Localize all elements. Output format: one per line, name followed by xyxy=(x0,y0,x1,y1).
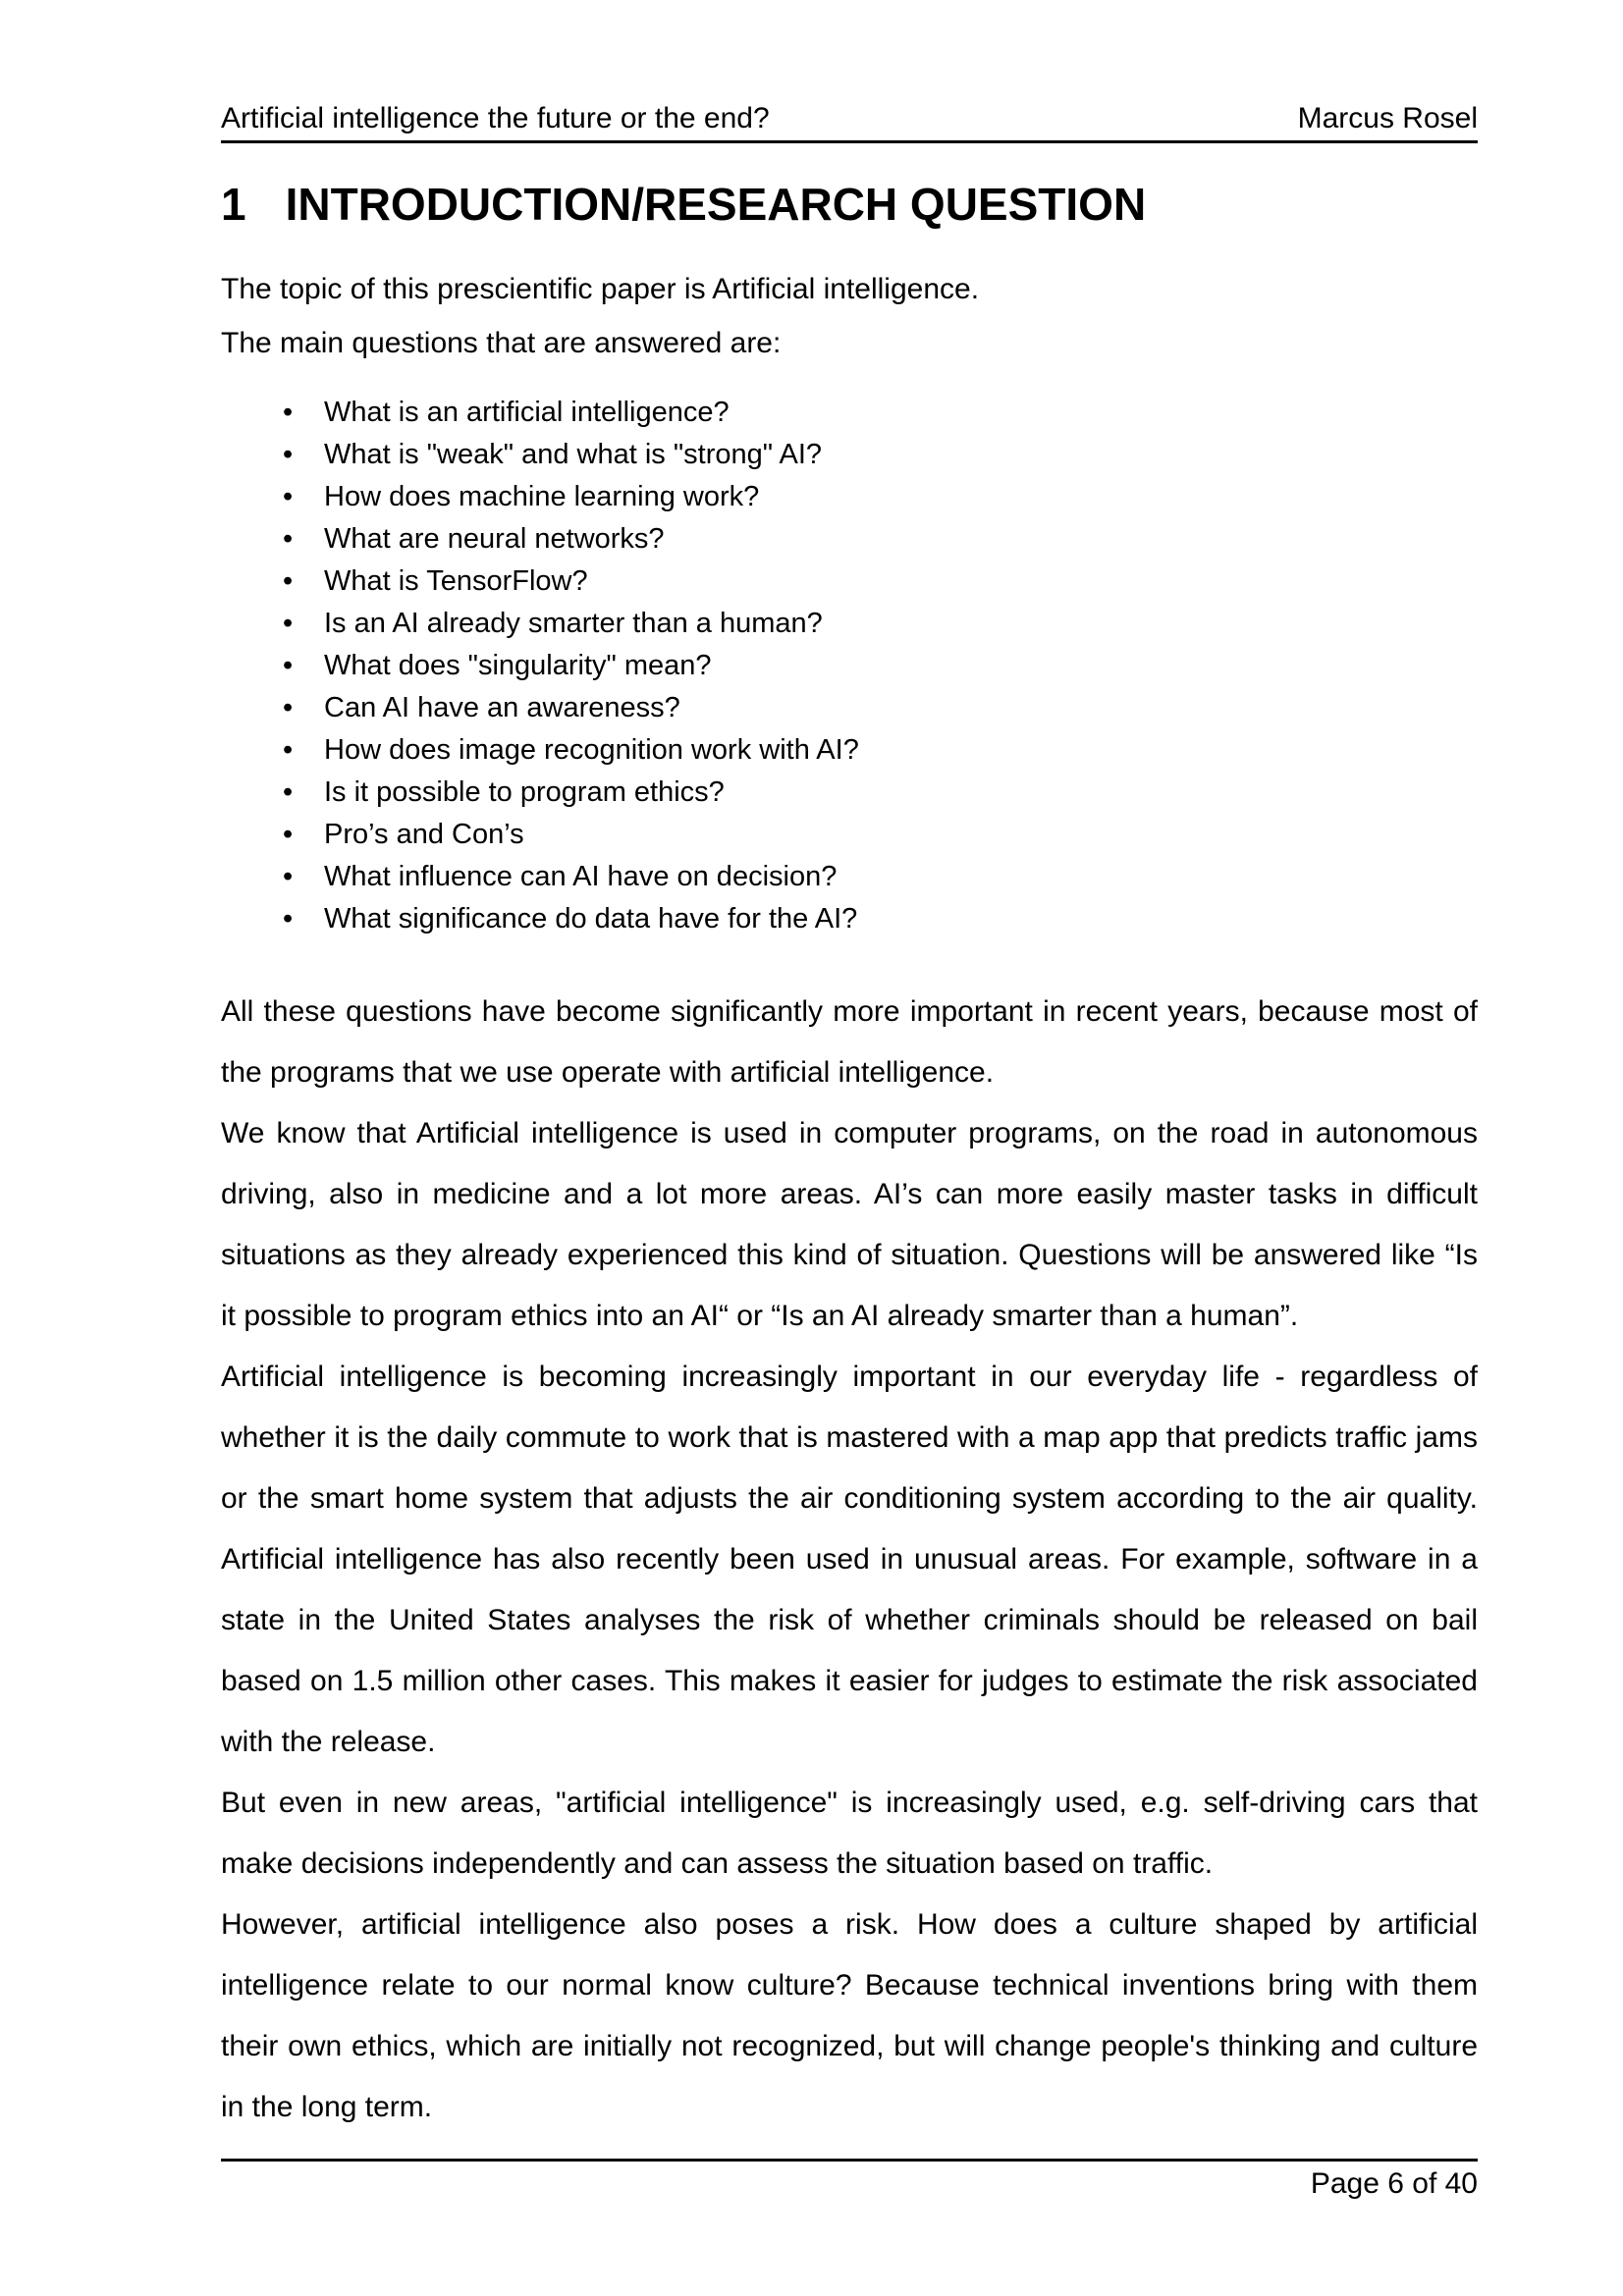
question-item: • What is an artificial intelligence? xyxy=(221,392,1478,434)
page-header xyxy=(221,0,1478,143)
body-paragraph: Artificial intelligence is becoming increasingly important in our everyday life - regardless of whether it is the daily commute to work that is mastered with a map app that predicts traffic jams or the smart home system that adjusts the air conditioning system according to the air quality. Artificial intelligence has also recently been used in unusual areas. For example, software in a state in the United States analyses the risk of whether criminals should be released on bail based on 1.5 million other cases. This makes it easier for judges to estimate the risk associated with the release. xyxy=(221,1361,1478,1758)
question-item: • What is "weak" and what is "strong" AI? xyxy=(221,434,1478,476)
question-item: • How does machine learning work? xyxy=(221,476,1478,518)
body-paragraph: But even in new areas, "artificial intelligence" is increasingly used, e.g. self-driving cars that make decisions independently and can assess the situation based on traffic. xyxy=(221,1787,1478,1880)
question-item: • Pro’s and Con’s xyxy=(221,814,1478,856)
body-paragraph: However, artificial intelligence also poses a risk. How does a culture shaped by artificial intelligence relate to our normal know culture? Because technical inventions bring with them their own ethics, which are initially not recognized, but will change people's thinking and culture in the long term. xyxy=(221,1908,1478,2123)
question-item: • Can AI have an awareness? xyxy=(221,687,1478,729)
question-item: • What does "singularity" mean? xyxy=(221,645,1478,687)
section-title: INTRODUCTION/RESEARCH QUESTION xyxy=(285,179,1147,230)
question-item: • What is TensorFlow? xyxy=(221,561,1478,603)
question-item: • How does image recognition work with AI? xyxy=(221,729,1478,772)
question-item: • What influence can AI have on decision? xyxy=(221,856,1478,898)
question-item: • Is an AI already smarter than a human? xyxy=(221,603,1478,645)
body-paragraph: All these questions have become significantly more important in recent years, because most of the programs that we use operate with artificial intelligence. xyxy=(221,995,1478,1089)
page-footer xyxy=(221,2159,1478,2201)
question-item: • What significance do data have for the AI? xyxy=(221,898,1478,940)
page-number-label: Page 6 of 40 xyxy=(1310,2167,1478,2200)
section-heading xyxy=(221,179,1478,230)
intro-line-topic: The topic of this prescientific paper is Artificial intelligence. xyxy=(221,273,980,305)
header-author: Marcus Rosel xyxy=(1297,102,1478,134)
header-document-title: Artificial intelligence the future or the end? xyxy=(221,102,770,134)
question-item: • What are neural networks? xyxy=(221,518,1478,561)
intro-line-questions: The main questions that are answered are: xyxy=(221,327,782,359)
body-paragraph: We know that Artificial intelligence is used in computer programs, on the road in autonomous driving, also in medicine and a lot more areas. AI’s can more easily master tasks in difficult situations as they already experienced this kind of situation. Questions will be answered like “Is it possible to program ethics into an AI“ or “Is an AI already smarter than a human”. xyxy=(221,1117,1478,1332)
question-item: • Is it possible to program ethics? xyxy=(221,772,1478,814)
section-number: 1 xyxy=(221,179,246,230)
body-text xyxy=(221,982,1478,2138)
intro-block xyxy=(221,262,1478,370)
question-list xyxy=(221,392,1478,940)
